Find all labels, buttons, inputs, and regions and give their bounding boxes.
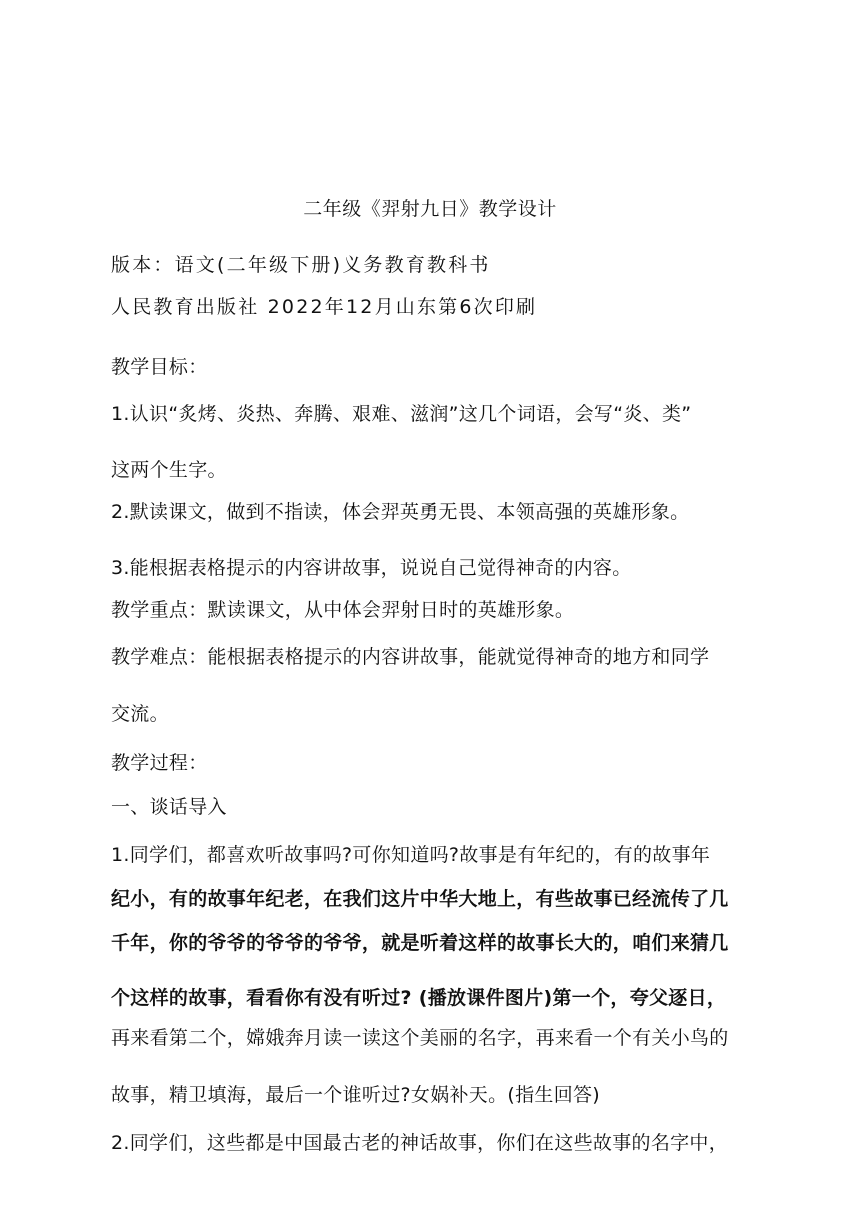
paragraph-1-line-2: 纪小，有的故事年纪老，在我们这片中华大地上，有些故事已经流传了几 — [111, 888, 729, 910]
paragraph-1-line-1: 1.同学们，都喜欢听故事吗?可你知道吗?故事是有年纪的，有的故事年 — [111, 844, 711, 866]
section-1-heading: 一、谈话导入 — [111, 796, 227, 818]
goal-3: 3.能根据表格提示的内容讲故事，说说自己觉得神奇的内容。 — [111, 557, 632, 579]
paragraph-1-line-6: 故事，精卫填海，最后一个谁听过?女娲补天。(指生回答) — [111, 1084, 601, 1106]
publisher-line: 人民教育出版社 2022年12月山东第6次印刷 — [111, 296, 538, 318]
goals-heading: 教学目标： — [111, 356, 208, 378]
goal-1-line-1: 1.认识“炙烤、炎热、奔腾、艰难、滋润”这几个词语，会写“炎、类” — [111, 403, 692, 425]
document-title: 二年级《羿射九日》教学设计 — [303, 198, 557, 220]
difficulty-line-2: 交流。 — [111, 703, 169, 725]
edition-line: 版本：语文(二年级下册)义务教育教科书 — [111, 254, 491, 276]
paragraph-1-line-4: 个这样的故事，看看你有没有听过? (播放课件图片)第一个，夸父逐日， — [111, 987, 727, 1009]
paragraph-1-line-3: 千年，你的爷爷的爷爷的爷爷，就是听着这样的故事长大的，咱们来猜几 — [111, 932, 729, 954]
paragraph-2-line-1: 2.同学们，这些都是中国最古老的神话故事，你们在这些故事的名字中， — [111, 1132, 729, 1154]
process-heading: 教学过程： — [111, 752, 208, 774]
goal-2: 2.默读课文，做到不指读，体会羿英勇无畏、本领高强的英雄形象。 — [111, 501, 690, 523]
goal-1-line-2: 这两个生字。 — [111, 459, 227, 481]
paragraph-1-line-5: 再来看第二个，嫦娥奔月读一读这个美丽的名字，再来看一个有关小鸟的 — [111, 1027, 729, 1049]
difficulty-line-1: 教学难点：能根据表格提示的内容讲故事，能就觉得神奇的地方和同学 — [111, 646, 710, 668]
key-point: 教学重点：默读课文，从中体会羿射日时的英雄形象。 — [111, 599, 575, 621]
